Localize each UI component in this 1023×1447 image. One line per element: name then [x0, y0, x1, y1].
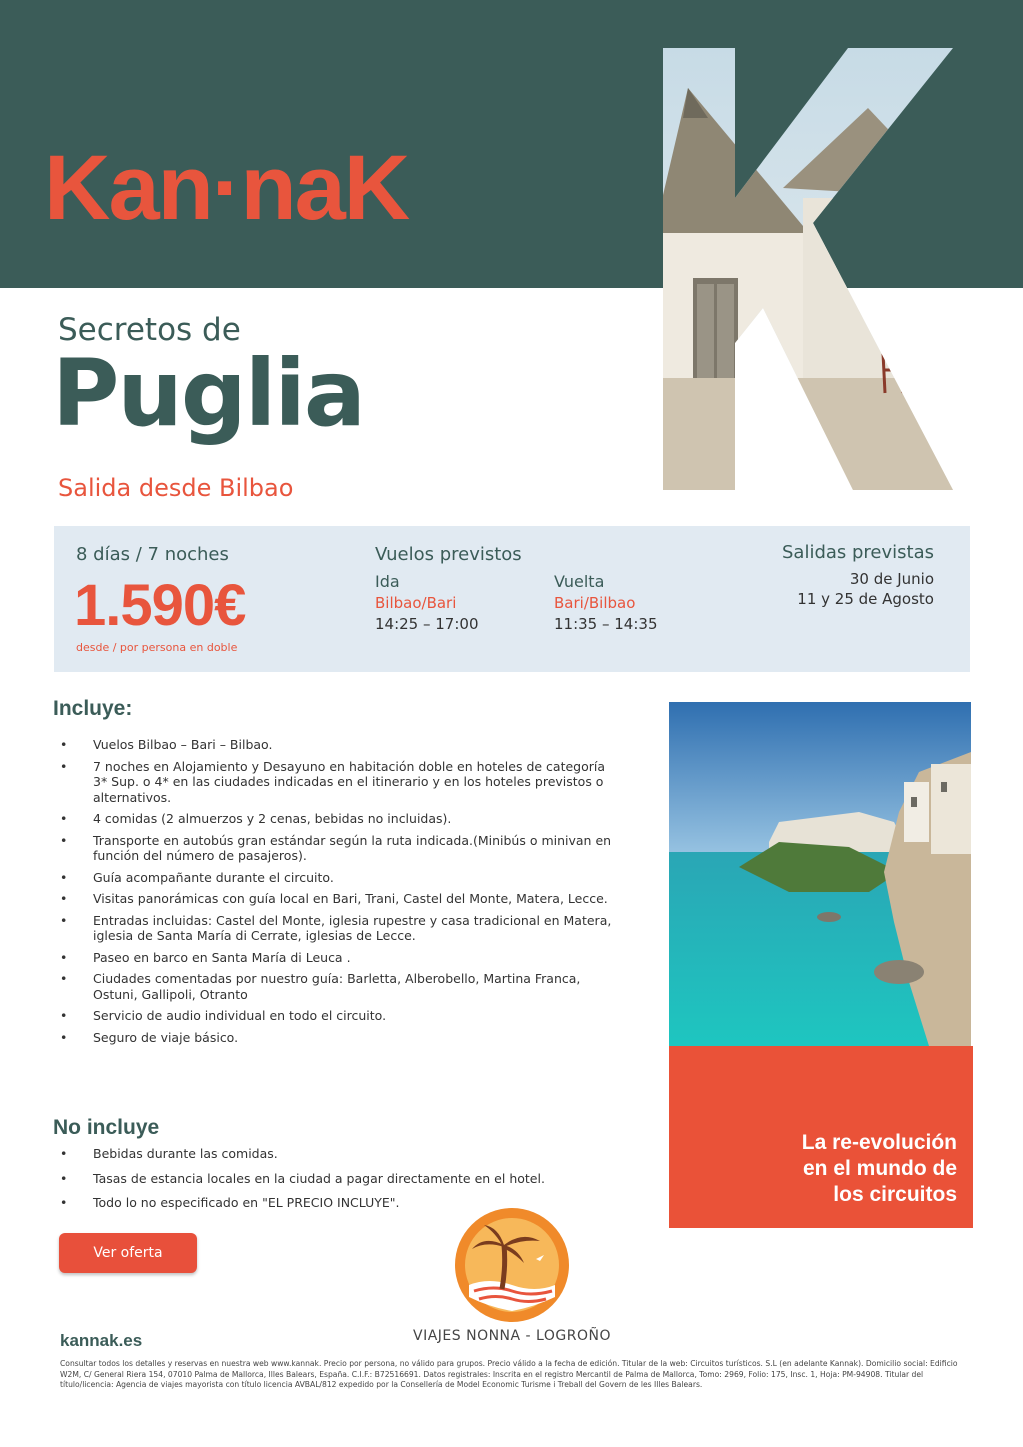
- bullet: •: [60, 869, 68, 885]
- price-note: desde / por persona en doble: [76, 641, 238, 654]
- list-item-text: Entradas incluidas: Castel del Monte, iglesia rupestre y casa tradicional en Matera, iglesia de Santa María di Cerrate, iglesias de Lecce.: [93, 912, 612, 943]
- hero-title: Puglia: [52, 340, 364, 447]
- list-item: [60, 1146, 620, 1162]
- flights-title: Vuelos previstos: [375, 544, 522, 565]
- palm-tree-logo-icon: [454, 1207, 570, 1323]
- list-item: [60, 1030, 620, 1046]
- bullet: •: [60, 811, 68, 826]
- website-link[interactable]: kannak.es: [60, 1331, 143, 1350]
- bullet: •: [60, 1146, 68, 1161]
- list-item-text: Bebidas durante las comidas.: [93, 1146, 278, 1161]
- list-item-text: Seguro de viaje básico.: [93, 1029, 239, 1045]
- departures-title: Salidas previstas: [781, 542, 934, 563]
- outbound-label: Ida: [375, 572, 400, 591]
- bullet: •: [60, 832, 68, 848]
- list-item-text: Tasas de estancia locales en la ciudad a pagar directamente en el hotel.: [93, 1170, 545, 1186]
- list-item: [60, 1008, 620, 1024]
- promo-text: La re-evolución en el mundo de los circuitos: [801, 1131, 957, 1206]
- list-item: [60, 759, 620, 806]
- list-item-text: 7 noches en Alojamiento y Desayuno en habitación doble en hoteles de categoría 3* Sup. o 4* en las ciudades indicadas en el itinerario y en los hoteles previstos o alternativos.: [93, 758, 606, 805]
- promo-box: [669, 1046, 973, 1228]
- return-label: Vuelta: [554, 572, 605, 591]
- hero-subtitle: Secretos de: [58, 312, 241, 348]
- list-item-text: Paseo en barco en Santa María di Leuca .: [93, 949, 351, 965]
- list-item: [60, 833, 620, 864]
- excludes-title: No incluye: [53, 1116, 160, 1139]
- bullet: •: [60, 1195, 68, 1210]
- return-route: Bari/Bilbao: [554, 594, 636, 612]
- list-item-text: Visitas panorámicas con guía local en Bari, Trani, Castel del Monte, Matera, Lecce.: [93, 891, 608, 906]
- list-item-text: 4 comidas (2 almuerzos y 2 cenas, bebidas no incluidas).: [93, 811, 452, 826]
- bullet: •: [60, 1029, 68, 1045]
- legal-text: Consultar todos los detalles y reservas en nuestra web www.kannak. Precio por persona, no válido para grupos. Precio válido a la fecha de edición. Titular de la web: Circuitos turísticos. S.L (en adelante Kannak). Domicilio social: Edificio W2M, C/ General Riera 154, 07010 Palma de Mallorca, Illes Balears, España. C.I.F.: B72516691. Datos registrales: Inscrita en el registro Mercantil de Palma de Mallorca, Tomo: 2969, Folio: 175, Insc. 1, Hoja: PM-94908. Titular del título/licencia: Agencia de viajes mayorista con título licencia AVBAL/812 expedido por la Consellería de Model Economic Turisme i Treball del Govern de les Illes Balears.: [60, 1359, 958, 1390]
- list-item-text: Vuelos Bilbao – Bari – Bilbao.: [93, 737, 273, 752]
- brand-logo: Kan·naK: [44, 137, 409, 239]
- list-item: [60, 1171, 620, 1187]
- coastal-town-photo: [669, 702, 971, 1046]
- list-item-text: Transporte en autobús gran estándar según la ruta indicada.(Minibús o minivan en función del número de pasajeros).: [93, 832, 612, 863]
- list-item-text: Todo lo no especificado en "EL PRECIO INCLUYE".: [93, 1195, 400, 1210]
- trip-duration: 8 días / 7 noches: [76, 544, 229, 565]
- bullet: •: [60, 912, 68, 928]
- bullet: •: [60, 1008, 68, 1023]
- departure-city: Salida desde Bilbao: [58, 474, 294, 502]
- bullet: •: [60, 758, 68, 774]
- includes-list: [60, 737, 620, 1051]
- list-item-text: Ciudades comentadas por nuestro guía: Barletta, Alberobello, Martina Franca, Ostuni, Gallipoli, Otranto: [93, 971, 581, 1002]
- trip-price: 1.590€: [74, 573, 246, 638]
- includes-title: Incluye:: [53, 697, 133, 720]
- bullet: •: [60, 949, 68, 965]
- list-item: [60, 913, 620, 944]
- list-item: [60, 737, 620, 753]
- agency-name: VIAJES NONNA - LOGROÑO: [413, 1328, 611, 1344]
- list-item: [60, 870, 620, 886]
- outbound-time: 14:25 – 17:00: [375, 615, 479, 633]
- departure-date: 11 y 25 de Agosto: [797, 590, 934, 608]
- return-time: 11:35 – 14:35: [554, 615, 658, 633]
- list-item: [60, 891, 620, 907]
- trulli-k-photo: [663, 48, 953, 490]
- outbound-route: Bilbao/Bari: [375, 594, 457, 612]
- list-item: [60, 811, 620, 827]
- view-offer-button[interactable]: Ver oferta: [59, 1233, 197, 1273]
- list-item: [60, 950, 620, 966]
- bullet: •: [60, 737, 68, 752]
- list-item: [60, 971, 620, 1002]
- trip-info-box: [54, 526, 970, 672]
- bullet: •: [60, 891, 68, 906]
- bullet: •: [60, 971, 68, 986]
- bullet: •: [60, 1170, 68, 1186]
- list-item-text: Servicio de audio individual en todo el circuito.: [93, 1008, 387, 1023]
- departure-date: 30 de Junio: [849, 570, 934, 588]
- list-item-text: Guía acompañante durante el circuito.: [93, 869, 334, 885]
